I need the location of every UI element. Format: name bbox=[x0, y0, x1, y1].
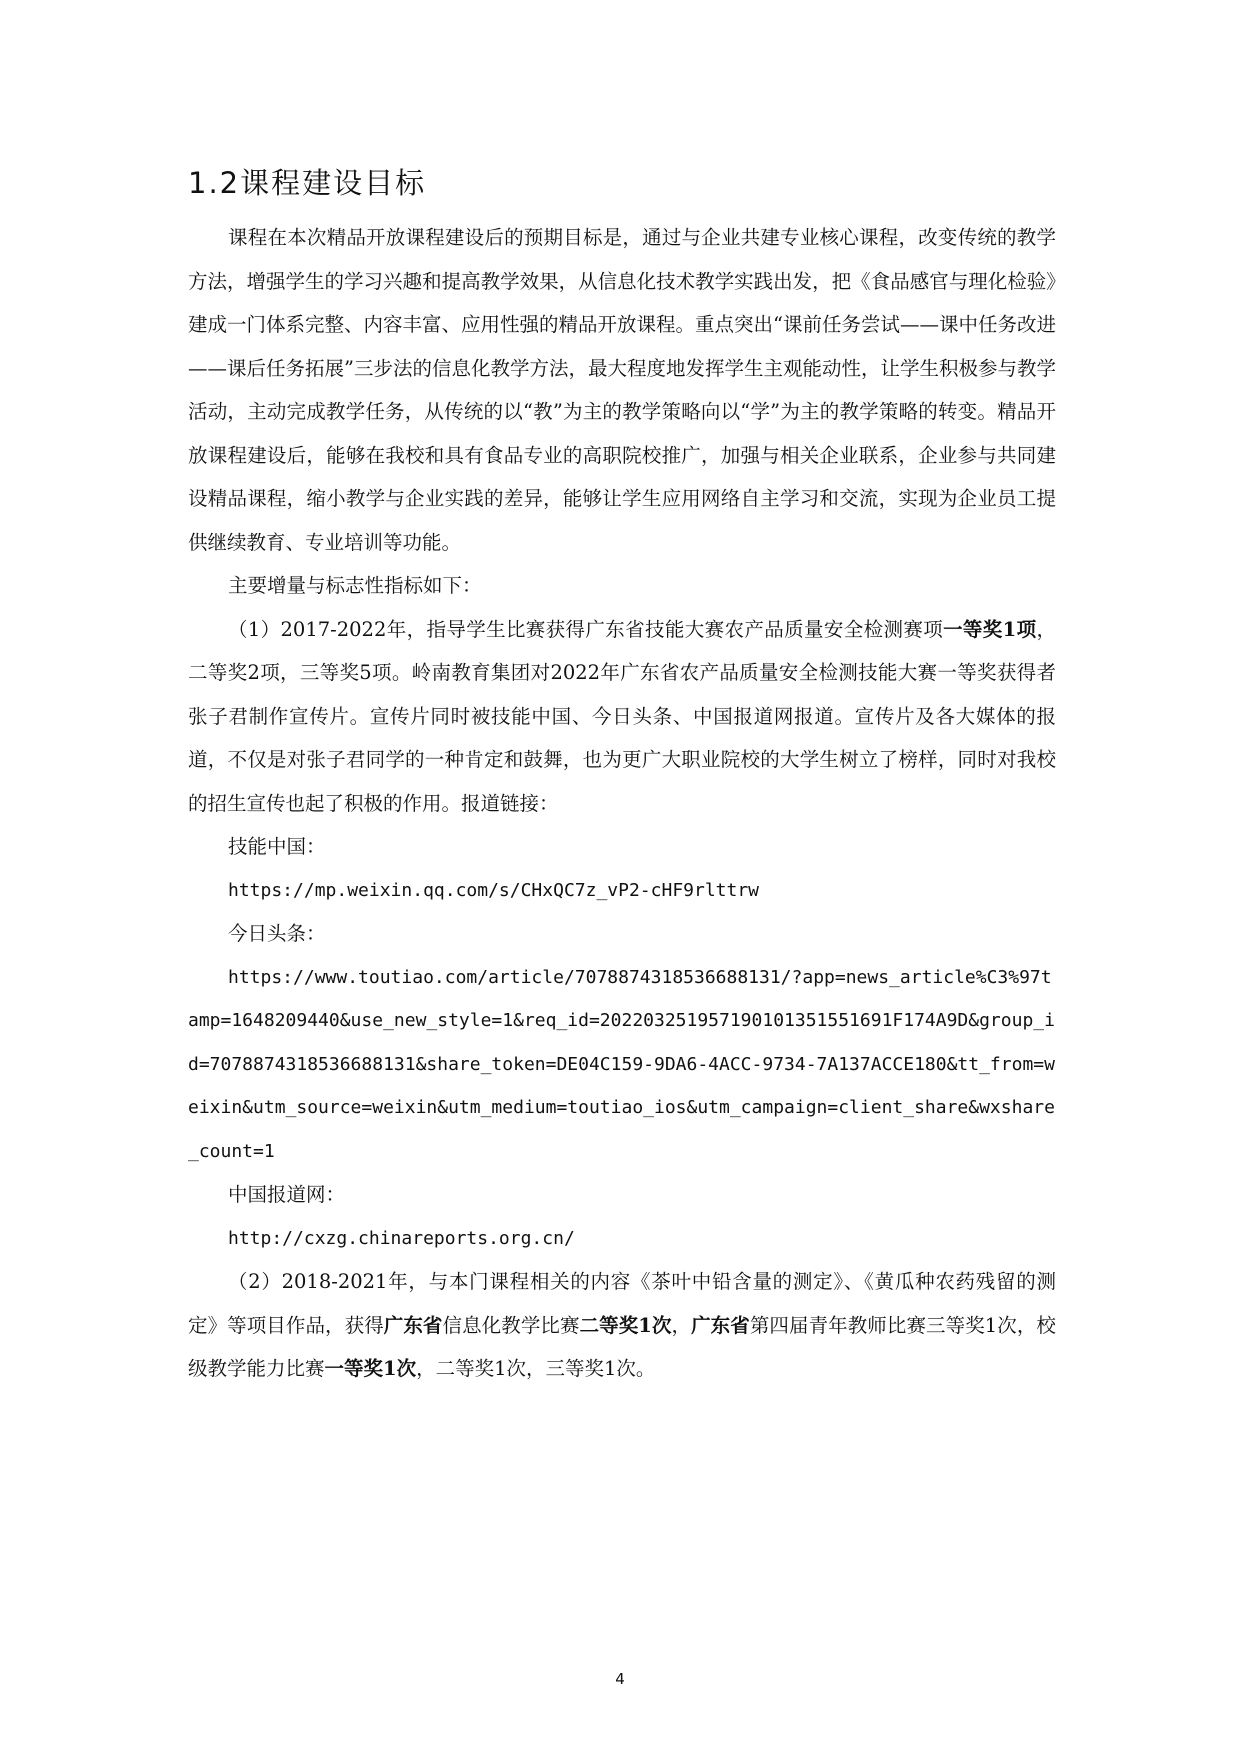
link-url-chinareports[interactable]: http://cxzg.chinareports.org.cn/ bbox=[228, 1227, 575, 1249]
paragraph-item-2 bbox=[188, 1260, 1056, 1391]
link-label-chinareports: 中国报道网： bbox=[228, 1183, 346, 1206]
link-label-jineng: 技能中国： bbox=[228, 835, 326, 858]
paragraph-intro: 主要增量与标志性指标如下： bbox=[228, 574, 482, 597]
item2-text-d: ， bbox=[671, 1313, 692, 1337]
item2-bold-guangdong-2: 广东省 bbox=[691, 1313, 750, 1337]
paragraph-goal: 课程在本次精品开放课程建设后的预期目标是，通过与企业共建专业核心课程，改变传统的教学方法，增强学生的学习兴趣和提高教学效果，从信息化技术教学实践出发，把《食品感官与理化检验》建成一门体系完整、内容丰富、应用性强的精品开放课程。重点突出“课前任务尝试——课中任务改进——课后任务拓展”三步法的信息化教学方法，最大程度地发挥学生主观能动性，让学生积极参与教学活动，主动完成教学任务，从传统的以“教”为主的教学策略向以“学”为主的教学策略的转变。精品开放课程建设后，能够在我校和具有食品专业的高职院校推广，加强与相关企业联系，企业参与共同建设精品课程，缩小教学与企业实践的差异，能够让学生应用网络自主学习和交流，实现为企业员工提供继续教育、专业培训等功能。 bbox=[188, 226, 1056, 554]
item1-bold-first-prize: 一等奖1项 bbox=[943, 617, 1037, 641]
link-url-toutiao[interactable]: https://www.toutiao.com/article/7078874318536688131/?app=news_article%C3%97tamp=1648209440&use_new_style=1&req_id=202203251957190101351551691F174A9D&group_id=7078874318536688131&share_token=DE04C159-9DA6-4ACC-9734-7A137ACCE180&tt_from=weixin&utm_source=weixin&utm_medium=toutiao_ios&utm_campaign=client_share&wxshare_count=1 bbox=[188, 966, 1055, 1162]
item2-text-c: 信息化教学比赛 bbox=[442, 1313, 580, 1337]
item1-text-c: ，二等奖2项，三等奖5项。岭南教育集团对2022年广东省农产品质量安全检测技能大赛一等奖获得者张子君制作宣传片。宣传片同时被技能中国、今日头条、中国报道网报道。宣传片及各大媒体的报道，不仅是对张子君同学的一种肯定和鼓舞，也为更广大职业院校的大学生树立了榜样，同时对我校的招生宣传也起了积极的作用。报道链接： bbox=[188, 617, 1056, 815]
link-label-toutiao: 今日头条： bbox=[228, 922, 326, 945]
item2-text-a: （2）2018-2021年，与本门课程相关的内容《茶叶中铅含量的测定》、《黄瓜种农药残留的测定》等项目作品，获得 bbox=[188, 1270, 1056, 1337]
paragraph-item-1 bbox=[188, 608, 1056, 826]
item1-text-a: （1）2017-2022年，指导学生比赛获得广东省技能大赛农产品质量安全检测赛项 bbox=[228, 617, 944, 641]
link-url-jineng[interactable]: https://mp.weixin.qq.com/s/CHxQC7z_vP2-cHF9rlttrw bbox=[228, 879, 760, 901]
body-text bbox=[188, 216, 1056, 1391]
item2-text-e: 第四届青年教师比赛三等奖1次，校级教学能力比赛 bbox=[188, 1313, 1056, 1380]
item2-bold-first-prize: 一等奖1次 bbox=[324, 1357, 417, 1380]
section-heading: 1.2课程建设目标 bbox=[188, 166, 427, 200]
page-number: 4 bbox=[615, 1670, 625, 1688]
item2-bold-second-prize: 二等奖1次 bbox=[579, 1313, 672, 1337]
item2-text-f: ，二等奖1次，三等奖1次。 bbox=[416, 1357, 656, 1380]
item2-bold-guangdong-1: 广东省 bbox=[383, 1313, 443, 1337]
